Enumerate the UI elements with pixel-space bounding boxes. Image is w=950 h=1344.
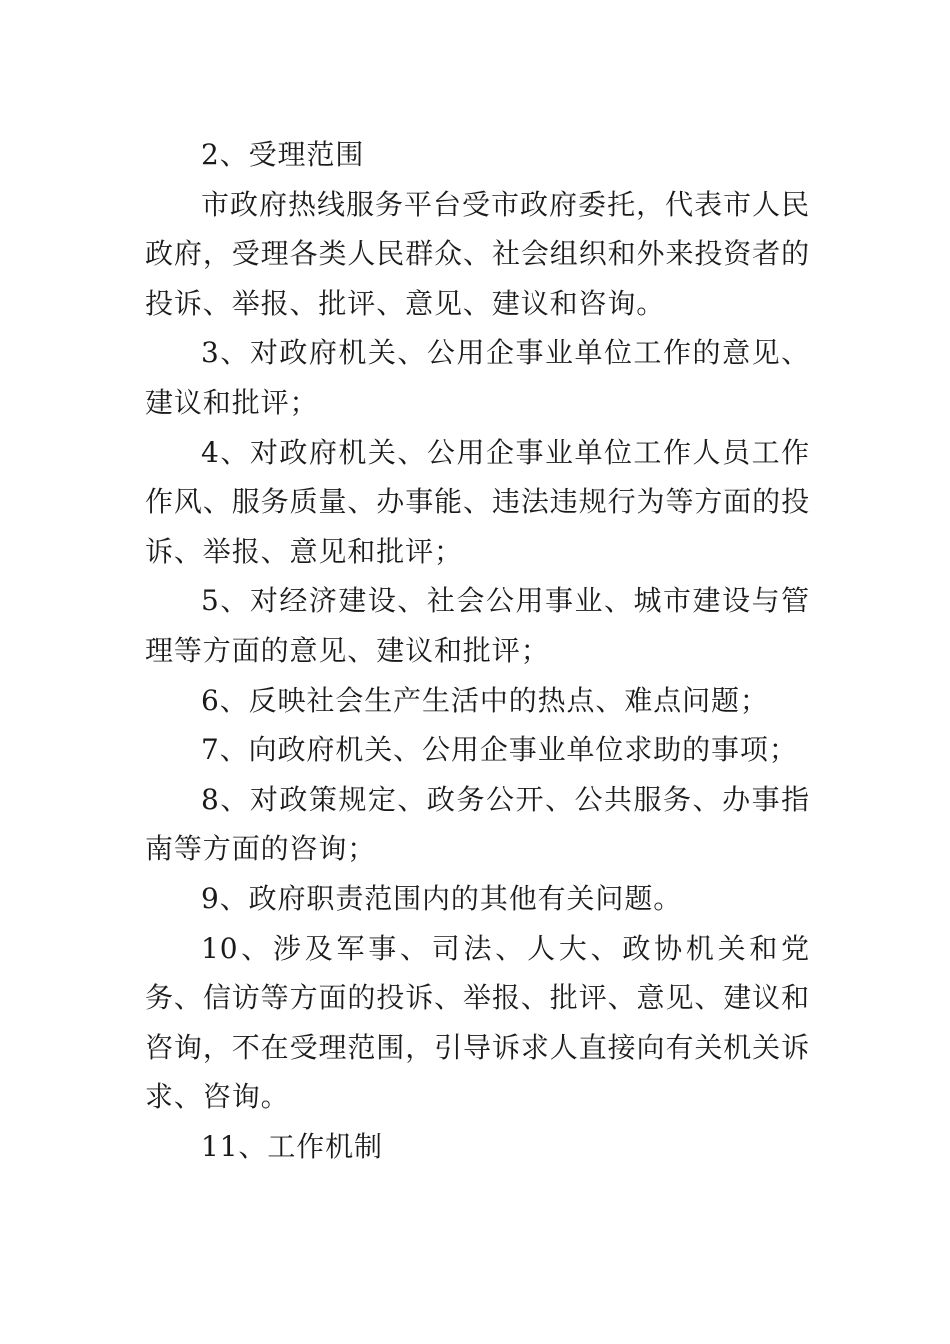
- paragraph-item-9: 9、政府职责范围内的其他有关问题。: [201, 881, 683, 915]
- paragraph-item-4: 4、对政府机关、公用企事业单位工作人员工作作风、服务质量、办事能、违法违规行为等方面的投诉、举报、意见和批评；: [145, 435, 810, 568]
- paragraph-platform-mandate: 市政府热线服务平台受市政府委托，代表市人民政府，受理各类人民群众、社会组织和外来投资者的投诉、举报、批评、意见、建议和咨询。: [145, 187, 810, 320]
- section-heading-acceptance-scope: 2、受理范围: [201, 138, 365, 171]
- document-body: [145, 130, 810, 1171]
- paragraph-item-6: 6、反映社会生产生活中的热点、难点问题；: [201, 683, 769, 717]
- paragraph-item-3: 3、对政府机关、公用企事业单位工作的意见、建议和批评；: [145, 336, 810, 419]
- paragraph-item-7: 7、向政府机关、公用企事业单位求助的事项；: [201, 733, 798, 767]
- section-heading-work-mechanism: 11、工作机制: [201, 1129, 383, 1163]
- paragraph-item-10: 10、涉及军事、司法、人大、政协机关和党务、信访等方面的投诉、举报、批评、意见、建议和咨询，不在受理范围，引导诉求人直接向有关机关诉求、咨询。: [145, 931, 810, 1114]
- paragraph-item-5: 5、对经济建设、社会公用事业、城市建设与管理等方面的意见、建议和批评；: [145, 584, 810, 667]
- paragraph-item-8: 8、对政策规定、政务公开、公共服务、办事指南等方面的咨询；: [145, 782, 810, 866]
